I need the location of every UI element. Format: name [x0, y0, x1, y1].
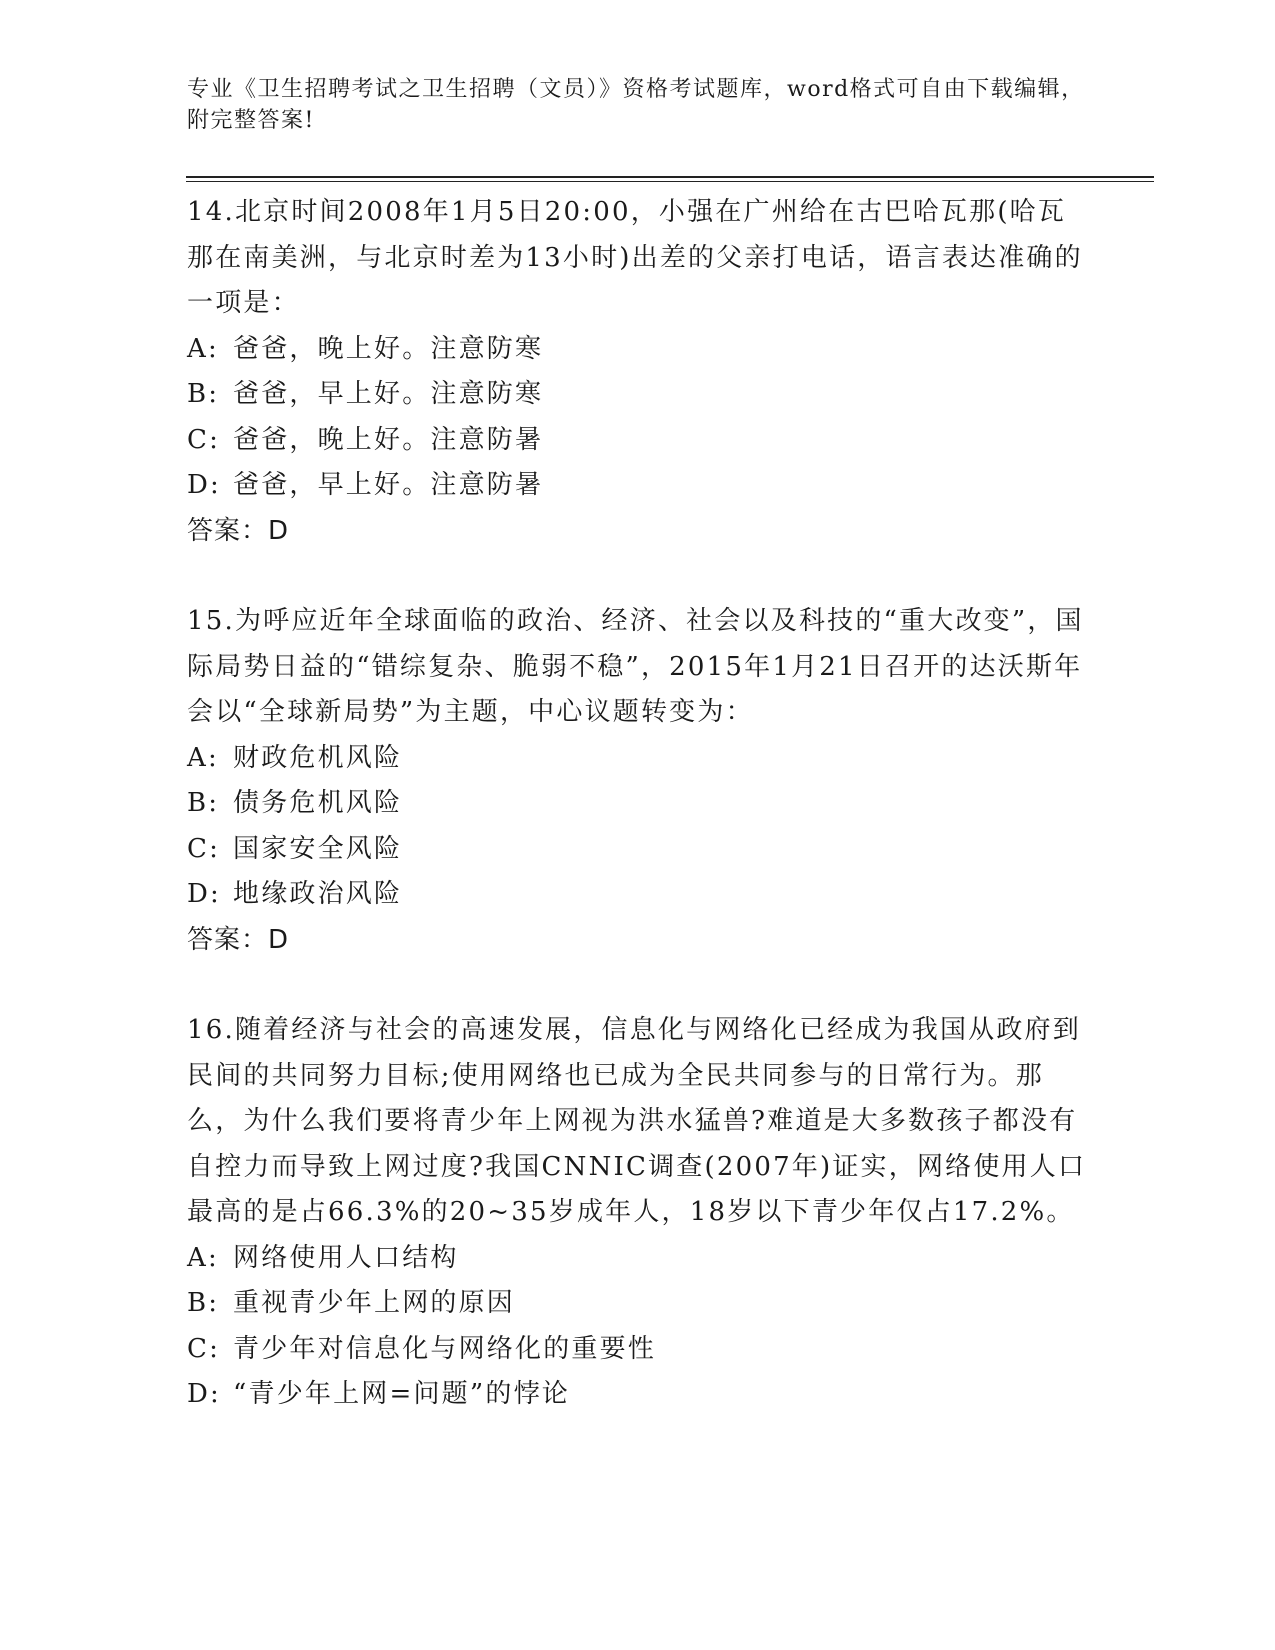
option-b — [187, 372, 1087, 418]
option-list — [187, 736, 1087, 918]
option-text: 债务危机风险 — [233, 788, 403, 818]
option-list — [187, 327, 1087, 509]
question-number: 14. — [187, 197, 235, 227]
question-number: 15. — [187, 606, 235, 636]
option-text: 网络使用人口结构 — [233, 1242, 459, 1273]
question-number: 16. — [187, 1015, 235, 1045]
question-16 — [187, 1008, 1087, 1418]
option-b — [187, 781, 1087, 827]
option-key: C: — [187, 424, 221, 455]
question-stem-text: 随着经济与社会的高速发展，信息化与网络化已经成为我国从政府到民间的共同努力目标;使用网络也已成为全民共同参与的日常行为。那么，为什么我们要将青少年上网视为洪水猛兽?难道是大多数孩子都没有自控力而导致上网过度?我国CNNIC调查(2007年)证实，网络使用人口最高的是占66.3%的20~35岁成年人，18岁以下青少年仅占17.2%。 — [187, 1015, 1087, 1227]
option-key: A: — [187, 333, 219, 364]
option-a — [187, 736, 1087, 782]
option-list — [187, 1236, 1087, 1418]
option-text: “青少年上网=问题”的悖论 — [233, 1379, 570, 1409]
answer-line: 答案：D — [187, 924, 290, 955]
question-list — [187, 190, 1087, 1463]
option-a — [187, 327, 1087, 373]
option-key: D: — [187, 879, 222, 909]
option-c — [187, 418, 1087, 464]
option-text: 爸爸，晚上好。注意防暑 — [233, 424, 544, 455]
option-b — [187, 1281, 1087, 1327]
option-c — [187, 827, 1087, 873]
option-text: 青少年对信息化与网络化的重要性 — [233, 1333, 657, 1364]
option-text: 爸爸，晚上好。注意防寒 — [233, 333, 544, 364]
option-key: B: — [187, 379, 220, 409]
question-stem — [187, 190, 1087, 327]
question-stem — [187, 1008, 1087, 1236]
option-text: 地缘政治风险 — [233, 879, 403, 909]
question-14 — [187, 190, 1087, 554]
question-stem-text: 为呼应近年全球面临的政治、经济、社会以及科技的“重大改变”，国际局势日益的“错综复杂、脆弱不稳”，2015年1月21日召开的达沃斯年会以“全球新局势”为主题，中心议题转变为： — [187, 606, 1084, 727]
option-text: 国家安全风险 — [233, 833, 403, 864]
option-d — [187, 463, 1087, 509]
question-15 — [187, 599, 1087, 963]
question-stem — [187, 599, 1087, 736]
question-stem-text: 北京时间2008年1月5日20:00，小强在广州给在古巴哈瓦那(哈瓦那在南美洲，与北京时差为13小时)出差的父亲打电话，语言表达准确的一项是： — [187, 197, 1083, 318]
option-text: 爸爸，早上好。注意防暑 — [233, 470, 544, 500]
option-key: D: — [187, 1379, 222, 1409]
header-divider — [186, 176, 1154, 182]
option-key: A: — [187, 1242, 219, 1273]
option-c — [187, 1327, 1087, 1373]
page-header: 专业《卫生招聘考试之卫生招聘（文员）》资格考试题库，word格式可自由下载编辑，附完整答案! — [187, 77, 1085, 133]
option-key: B: — [187, 1288, 220, 1318]
option-key: D: — [187, 470, 222, 500]
option-d — [187, 1372, 1087, 1418]
option-key: C: — [187, 1333, 221, 1364]
option-key: A: — [187, 742, 219, 773]
option-text: 财政危机风险 — [233, 742, 403, 773]
option-text: 重视青少年上网的原因 — [233, 1288, 516, 1318]
option-key: C: — [187, 833, 221, 864]
option-d — [187, 872, 1087, 918]
option-key: B: — [187, 788, 220, 818]
option-a — [187, 1236, 1087, 1282]
answer-line: 答案：D — [187, 515, 290, 546]
option-text: 爸爸，早上好。注意防寒 — [233, 379, 544, 409]
